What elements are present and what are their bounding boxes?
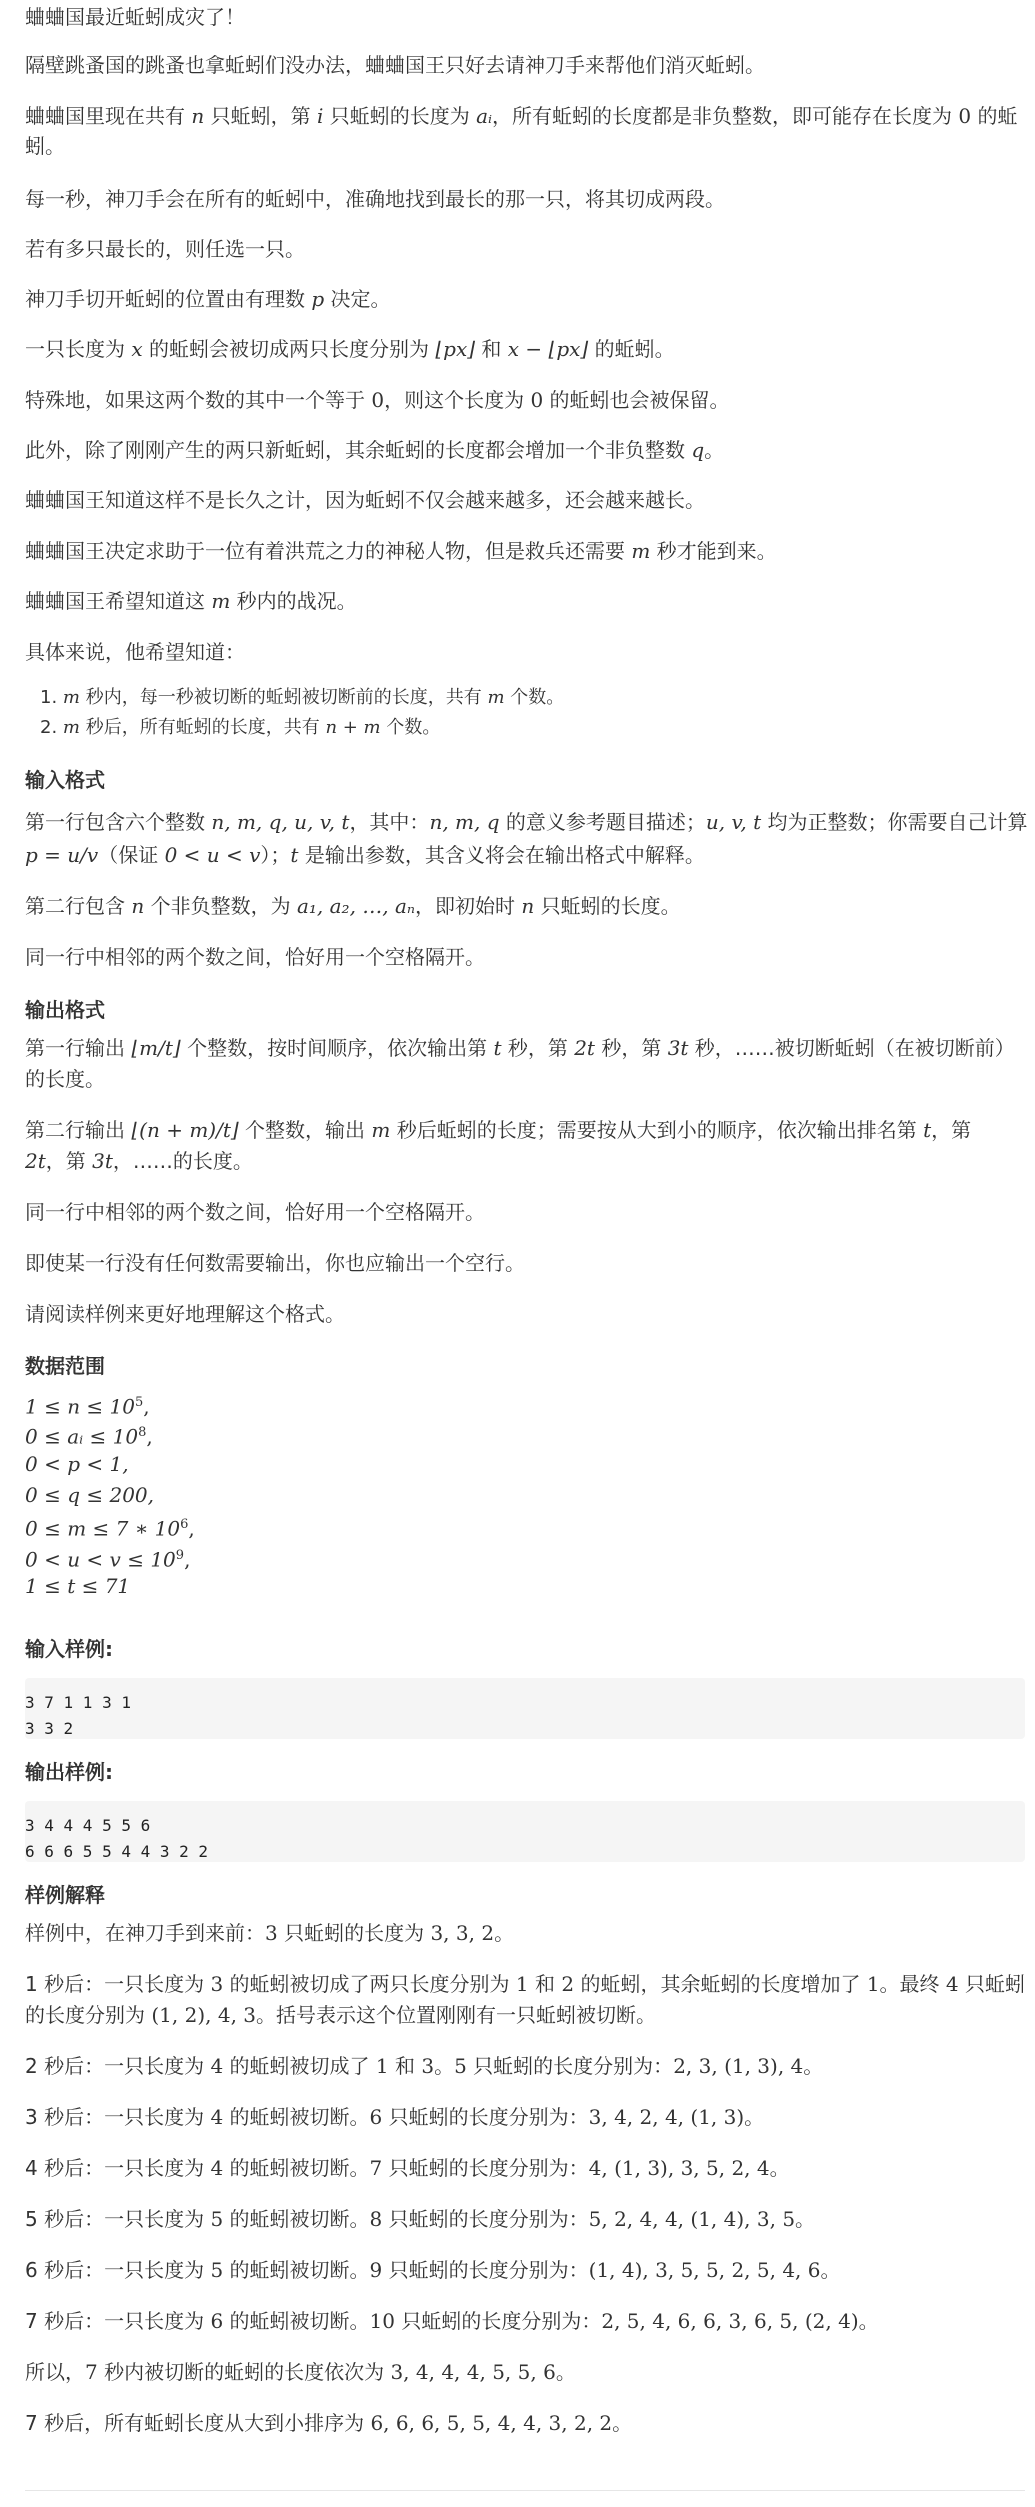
text: 7 秒后：一只长度为	[25, 2309, 211, 2333]
text: 蛐蛐国王希望知道这	[25, 589, 212, 613]
paragraph	[25, 2406, 1025, 2440]
text: 7 秒后，所有蚯蚓长度从大到小排序为	[25, 2411, 371, 2435]
text: 。	[704, 438, 725, 462]
paragraph	[25, 2202, 1025, 2236]
math: a₁, a₂, …, aₙ	[296, 894, 416, 918]
paragraph-continuation	[25, 1062, 1025, 1096]
math: 0	[371, 388, 385, 412]
math: ⌊(n + m)/t⌋	[131, 1118, 239, 1142]
text: 蛐蛐国最近蚯蚓成灾了！	[25, 5, 245, 29]
paragraph	[25, 1031, 1025, 1065]
math: ⌊m/t⌋	[131, 1036, 181, 1060]
math: 0 < u < v ≤ 10	[25, 1547, 176, 1572]
paragraph	[25, 332, 1025, 366]
text: 个整数，按时间顺序，依次输出第	[180, 1036, 494, 1060]
text: 即使某一行没有任何数需要输出，你也应输出一个空行。	[25, 1251, 525, 1275]
math: ,	[188, 1516, 195, 1541]
paragraph	[25, 1113, 1025, 1147]
math: 0	[530, 388, 544, 412]
code-line: 3 4 4 4 5 5 6	[25, 1816, 151, 1835]
text: 蛐蛐国王知道这样不是长久之计，因为蚯蚓不仅会越来越多，还会越来越长。	[25, 488, 705, 512]
divider	[25, 2490, 1025, 2491]
text: 6 秒后：一只长度为	[25, 2258, 211, 2282]
math: 5	[135, 1395, 144, 1410]
text: 特殊地，如果这两个数的其中一个等于	[25, 388, 372, 412]
text: 的意义参考题目描述；	[499, 810, 706, 834]
math: p = u/v	[25, 843, 99, 867]
paragraph-continuation	[25, 129, 1025, 163]
math: 4	[210, 2156, 224, 2180]
text: ）；	[260, 843, 291, 867]
math: 3	[265, 1921, 278, 1945]
text: 的蚯蚓被切断。	[223, 2207, 370, 2231]
math: 3, 4, 2, 4, (1, 3)	[588, 2105, 745, 2129]
text: 的蚯蚓被切断。	[223, 2156, 370, 2180]
text: 只蚯蚓的长度为	[323, 104, 477, 128]
paragraph	[25, 940, 1025, 974]
text: ，所有蚯蚓的长度都是非负整数，即可能存在长度为	[492, 104, 959, 128]
paragraph	[25, 2253, 1025, 2287]
text: 。	[820, 2258, 841, 2282]
math: 3	[421, 2054, 435, 2078]
math: ,	[146, 1424, 153, 1449]
text: 具体来说，他希望知道：	[25, 640, 245, 664]
text: 。	[612, 2411, 633, 2435]
paragraph	[25, 2049, 1025, 2083]
range-line	[25, 1541, 1025, 1575]
intro-paragraph	[25, 0, 1025, 34]
text: 和	[528, 1972, 562, 1996]
text: 。	[494, 1921, 515, 1945]
math: 6	[369, 2105, 383, 2129]
math: 3, 3, 2	[430, 1921, 495, 1945]
math: 2t	[574, 1036, 595, 1060]
text: 3 秒后：一只长度为	[25, 2105, 211, 2129]
text: 同一行中相邻的两个数之间，恰好用一个空格隔开。	[25, 1200, 485, 1224]
text: 。	[769, 2156, 790, 2180]
paragraph	[25, 805, 1028, 839]
text: 秒后蚯蚓的长度；需要按从大到小的顺序，依次输出排名第	[390, 1118, 924, 1142]
text: 神刀手切开蚯蚓的位置由有理数	[25, 287, 312, 311]
paragraph-continuation	[25, 1144, 1025, 1178]
text: 的蚯蚓。	[588, 337, 675, 361]
math: 5	[210, 2258, 224, 2282]
paragraph	[25, 99, 1025, 133]
text: 秒内的战况。	[230, 589, 357, 613]
math: 3t	[92, 1149, 113, 1173]
paragraph	[25, 2100, 1025, 2134]
math: x − ⌊px⌋	[507, 337, 589, 361]
math: 8	[369, 2207, 383, 2231]
range-line	[25, 1388, 1025, 1422]
input-format-heading: 输入格式	[25, 768, 105, 792]
text: 的蚯蚓被切断。	[223, 2309, 370, 2333]
math: p	[311, 287, 325, 311]
paragraph	[25, 889, 1025, 923]
ordered-list	[40, 683, 564, 743]
math: 1	[866, 1972, 880, 1996]
text: 5 秒后：一只长度为	[25, 2207, 211, 2231]
text: 只蚯蚓的长度分别为：	[382, 2207, 589, 2231]
text: ，即初始时	[415, 894, 522, 918]
text: ，其中：	[349, 810, 430, 834]
math: x	[131, 337, 143, 361]
paragraph	[25, 1967, 1025, 2001]
text: 第一行包含六个整数	[25, 810, 212, 834]
text: 此外，除了刚刚产生的两只新蚯蚓，其余蚯蚓的长度都会增加一个非负整数	[25, 438, 692, 462]
paragraph	[25, 1297, 1025, 1331]
paragraph	[25, 182, 1025, 216]
code-line: 3 7 1 1 3 1	[25, 1693, 131, 1712]
math: n, m, q, u, v, t	[211, 810, 350, 834]
text: 。括号表示这个位置刚刚有一只蚯蚓被切断。	[256, 2003, 657, 2027]
math: 7	[369, 2156, 383, 2180]
math: 5, 2, 4, 4, (1, 4), 3, 5	[588, 2207, 796, 2231]
math: i	[316, 104, 324, 128]
text: 4 秒后：一只长度为	[25, 2156, 211, 2180]
range-line	[25, 1571, 1025, 1601]
text: 秒内被切断的蚯蚓的长度依次为	[97, 2360, 391, 2384]
text: 均为正整数；你需要自己计算	[761, 810, 1028, 834]
text: 蛐蛐国里现在共有	[25, 104, 192, 128]
text: 是输出参数，其含义将会在输出格式中解释。	[298, 843, 705, 867]
range-line	[25, 1449, 1025, 1479]
math: n	[131, 894, 145, 918]
text: 请阅读样例来更好地理解这个格式。	[25, 1302, 345, 1326]
text: 只蚯蚓的长度分别为：	[466, 2054, 674, 2078]
text: 的蚯蚓会被切成两只长度分别为	[142, 337, 436, 361]
text: 秒，第	[594, 1036, 668, 1060]
text: 个数。	[504, 687, 565, 708]
text: ，……的长度。	[112, 1149, 253, 1173]
text: 第二行包含	[25, 894, 132, 918]
paragraph	[25, 2355, 1025, 2389]
paragraph	[25, 483, 1025, 517]
math: 5	[454, 2054, 467, 2078]
math: 3, 4, 4, 4, 5, 5, 6	[390, 2360, 556, 2384]
math: t	[290, 843, 299, 867]
text: 只蚯蚓的长度分别为：	[382, 2105, 589, 2129]
text: 的长度分别为	[25, 2003, 152, 2027]
text: 的蚯	[971, 104, 1018, 128]
paragraph	[25, 534, 1025, 568]
text: 。	[803, 2054, 824, 2078]
math: ⌊px⌋	[435, 337, 476, 361]
data-range-heading: 数据范围	[25, 1354, 105, 1378]
text: 。最终	[879, 1972, 946, 1996]
math: t	[923, 1118, 932, 1142]
text: 和	[475, 337, 508, 361]
math: 2, 5, 4, 6, 6, 3, 6, 5, (2, 4)	[601, 2309, 859, 2333]
paragraph	[25, 2151, 1025, 2185]
text: 的蚯蚓也会被保留。	[543, 388, 730, 412]
text: 决定。	[324, 287, 391, 311]
paragraph	[25, 635, 1025, 669]
math: n, m, q	[429, 810, 500, 834]
math: 9	[175, 1548, 185, 1563]
math: n	[191, 104, 205, 128]
range-line	[25, 1510, 1025, 1544]
text: 个非负整数，为	[144, 894, 297, 918]
math: m	[211, 589, 231, 613]
math: m	[487, 687, 505, 708]
text: 的蚯蚓被切成了	[223, 2054, 376, 2078]
text: 的蚯蚓被切断。	[223, 2258, 370, 2282]
text: 的蚯蚓被切断。	[223, 2105, 370, 2129]
explanation-heading: 样例解释	[25, 1883, 105, 1907]
paragraph	[25, 1195, 1025, 1229]
text: 蛐蛐国王决定求助于一位有着洪荒之力的神秘人物，但是救兵还需要	[25, 539, 632, 563]
text: 秒才能到来。	[650, 539, 777, 563]
text: ，第	[931, 1118, 972, 1142]
text: 。	[795, 2207, 816, 2231]
text: 。	[858, 2309, 879, 2333]
math: 6	[180, 1517, 189, 1532]
math: 5	[210, 2207, 224, 2231]
math: 4	[210, 2105, 224, 2129]
math: 0 ≤ m ≤ 7 ∗ 10	[25, 1516, 181, 1541]
math: n + m	[325, 717, 381, 738]
paragraph	[25, 584, 1025, 618]
math: (1, 2), 4, 3	[151, 2003, 257, 2027]
paragraph	[25, 1916, 1025, 1950]
math: 0	[958, 104, 972, 128]
math: 4, (1, 3), 3, 5, 2, 4	[588, 2156, 770, 2180]
text: 的蚯蚓被切成了两只长度分别为	[223, 1972, 516, 1996]
math: ,	[143, 1394, 150, 1419]
math: (1, 4), 3, 5, 5, 2, 5, 4, 6	[588, 2258, 821, 2282]
math: 10	[369, 2309, 395, 2333]
math: m	[62, 687, 80, 708]
math: 6, 6, 6, 5, 5, 4, 4, 3, 2, 2	[370, 2411, 613, 2435]
text: 秒，第	[501, 1036, 575, 1060]
math: 1	[515, 1972, 529, 1996]
math: 4	[210, 2054, 224, 2078]
text: 。	[555, 2360, 576, 2384]
math: 7	[85, 2360, 98, 2384]
text: 蚓。	[25, 134, 65, 158]
text: 第二行输出	[25, 1118, 132, 1142]
math: 9	[369, 2258, 383, 2282]
math: m	[371, 1118, 391, 1142]
range-line	[25, 1418, 1025, 1452]
code-line: 3 3 2	[25, 1719, 74, 1738]
text: 2.	[40, 717, 63, 738]
math: n	[521, 894, 535, 918]
paragraph	[25, 1246, 1025, 1280]
text: 只蚯蚓的长度分别为：	[382, 2156, 589, 2180]
math: 0 ≤ q ≤ 200,	[25, 1483, 155, 1507]
text: ，则这个长度为	[384, 388, 531, 412]
math: aᵢ	[476, 104, 493, 128]
math: 0 < u < v	[164, 843, 261, 867]
paragraph	[25, 433, 1025, 467]
sample-input-heading: 输入样例:	[25, 1637, 113, 1661]
text: 只蚯蚓	[958, 1972, 1025, 1996]
paragraph	[25, 232, 1025, 266]
text: 的蚯蚓，其余蚯蚓的长度增加了	[574, 1972, 867, 1996]
sample-input-block	[25, 1678, 1025, 1739]
text: 只蚯蚓的长度分别为：	[395, 2309, 602, 2333]
math: ,	[184, 1547, 191, 1572]
math: m	[62, 717, 80, 738]
range-line	[25, 1480, 1025, 1510]
text: 。	[744, 2105, 765, 2129]
text: 个整数，输出	[238, 1118, 372, 1142]
math: m	[631, 539, 651, 563]
paragraph	[25, 2304, 1025, 2338]
math: 8	[138, 1425, 147, 1440]
text: 隔壁跳蚤国的跳蚤也拿蚯蚓们没办法，蛐蛐国王只好去请神刀手来帮他们消灭蚯蚓。	[25, 53, 765, 77]
sample-output-block	[25, 1801, 1025, 1862]
math: 2t	[25, 1149, 46, 1173]
math: 1 ≤ t ≤ 71	[25, 1574, 131, 1598]
list-item	[40, 683, 564, 713]
text: 和	[388, 2054, 422, 2078]
math: 0 ≤ aᵢ ≤ 10	[25, 1424, 139, 1449]
math: 2	[561, 1972, 575, 1996]
text: 同一行中相邻的两个数之间，恰好用一个空格隔开。	[25, 945, 485, 969]
text: 只蚯蚓，第	[204, 104, 317, 128]
list-item	[40, 713, 564, 743]
text: 只蚯蚓的长度。	[534, 894, 681, 918]
text: 每一秒，神刀手会在所有的蚯蚓中，准确地找到最长的那一只，将其切成两段。	[25, 187, 725, 211]
text: 1.	[40, 687, 63, 708]
math: 4	[945, 1972, 959, 1996]
text: 1 秒后：一只长度为	[25, 1972, 211, 1996]
math: t	[493, 1036, 502, 1060]
math: 0 < p < 1,	[25, 1452, 129, 1476]
paragraph-continuation	[25, 1998, 1025, 2032]
math: q	[691, 438, 705, 462]
text: 所以，	[25, 2360, 85, 2384]
text: 若有多只最长的，则任选一只。	[25, 237, 305, 261]
paragraph	[25, 282, 1025, 316]
math: 6	[210, 2309, 224, 2333]
text: 秒后，所有蚯蚓的长度，共有	[79, 717, 326, 738]
text: 2 秒后：一只长度为	[25, 2054, 211, 2078]
code-line: 6 6 6 5 5 4 4 3 2 2	[25, 1842, 209, 1861]
text: 的长度。	[25, 1067, 105, 1091]
text: 只蚯蚓的长度分别为：	[382, 2258, 589, 2282]
text: ，第	[45, 1149, 93, 1173]
text: （保证	[98, 843, 165, 867]
output-format-heading: 输出格式	[25, 998, 105, 1022]
math: 3t	[667, 1036, 689, 1060]
text: 秒，……被切断蚯蚓（在被切断前）	[688, 1036, 1015, 1060]
text: 只蚯蚓的长度为	[277, 1921, 431, 1945]
text: 样例中，在神刀手到来前：	[25, 1921, 265, 1945]
math: u, v, t	[705, 810, 762, 834]
math: 1	[375, 2054, 389, 2078]
text: 。	[434, 2054, 455, 2078]
paragraph	[25, 383, 1025, 417]
text: 秒内，每一秒被切断的蚯蚓被切断前的长度，共有	[79, 687, 488, 708]
text: 一只长度为	[25, 337, 132, 361]
paragraph	[25, 48, 1025, 82]
text: 个数。	[380, 717, 441, 738]
math: 3	[210, 1972, 224, 1996]
math: 1 ≤ n ≤ 10	[25, 1394, 135, 1419]
math: 2, 3, (1, 3), 4	[673, 2054, 804, 2078]
paragraph-continuation	[25, 838, 1025, 872]
sample-output-heading: 输出样例:	[25, 1760, 113, 1784]
text: 第一行输出	[25, 1036, 132, 1060]
